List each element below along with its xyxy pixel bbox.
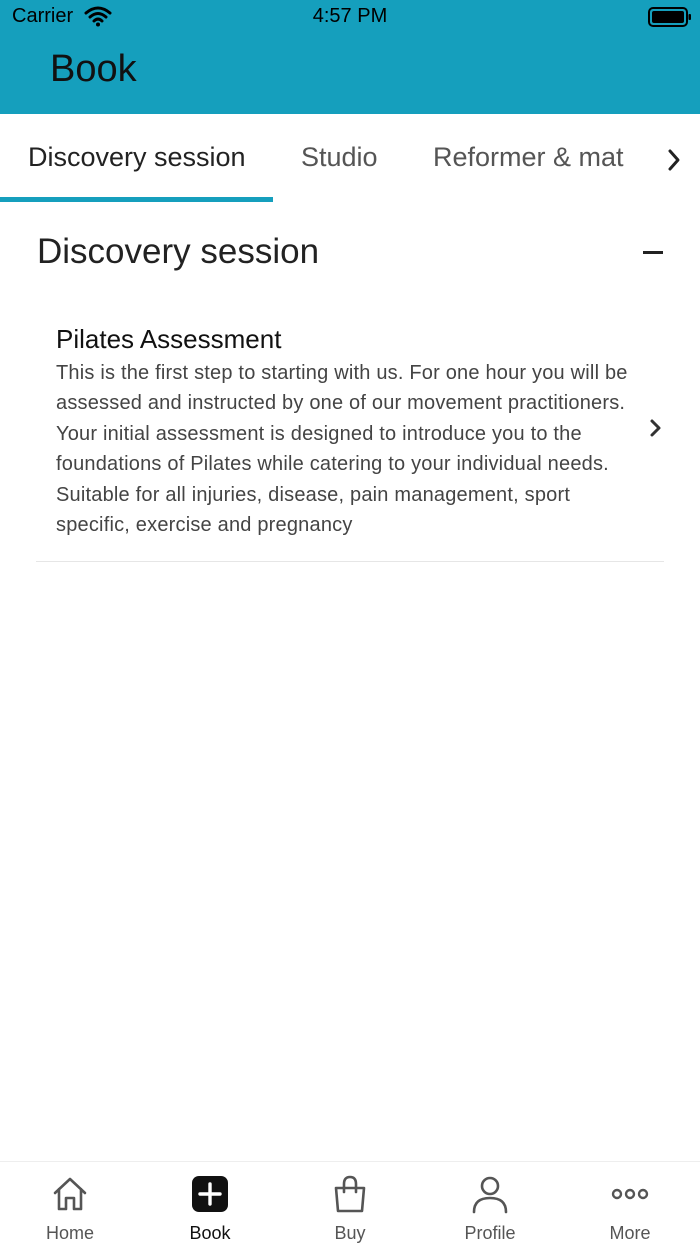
active-tab-indicator (0, 197, 273, 202)
class-title: Pilates Assessment (56, 324, 282, 354)
minus-icon[interactable] (643, 251, 663, 254)
nav-buy[interactable] (280, 1162, 420, 1245)
bottom-nav (0, 1161, 700, 1245)
chevron-right-icon[interactable] (662, 146, 686, 174)
status-time: 4:57 PM (312, 5, 388, 27)
nav-buy-label: Buy (334, 1223, 366, 1243)
nav-profile[interactable] (420, 1162, 560, 1245)
nav-home-label: Home (45, 1223, 94, 1243)
shopping-bag-icon (330, 1174, 370, 1214)
person-icon (470, 1174, 510, 1214)
home-icon (50, 1174, 90, 1214)
app-header (0, 0, 700, 114)
tab-bar (0, 114, 700, 202)
nav-book-label: Book (189, 1223, 231, 1243)
more-dots-icon (610, 1174, 650, 1214)
section-title: Discovery session (37, 232, 320, 271)
class-description: This is the first step to starting with us. For one hour you will be assessed and instructed by one of our movement practitioners. Your initial assessment is designed to introduce you to the foundations of Pilates while catering to your individual needs. Suitable for all injuries, disease, pain management, sport specific, exercise and pregnancy (56, 362, 628, 537)
nav-more-label: More (609, 1223, 651, 1243)
status-bar (0, 0, 700, 34)
carrier-label: Carrier (12, 5, 74, 27)
tab-reformer-mat[interactable]: Reformer & mat (433, 142, 624, 172)
divider (36, 561, 664, 562)
tab-discovery-session[interactable]: Discovery session (28, 142, 246, 172)
nav-profile-label: Profile (464, 1223, 516, 1243)
plus-square-icon (190, 1174, 230, 1214)
nav-more[interactable] (560, 1162, 700, 1245)
tab-studio[interactable]: Studio (301, 142, 378, 172)
class-list-item[interactable] (36, 310, 664, 562)
battery-icon (648, 7, 692, 27)
page-title: Book (50, 48, 137, 90)
nav-home[interactable] (0, 1162, 140, 1245)
nav-book[interactable] (140, 1162, 280, 1245)
chevron-right-icon (646, 416, 664, 440)
